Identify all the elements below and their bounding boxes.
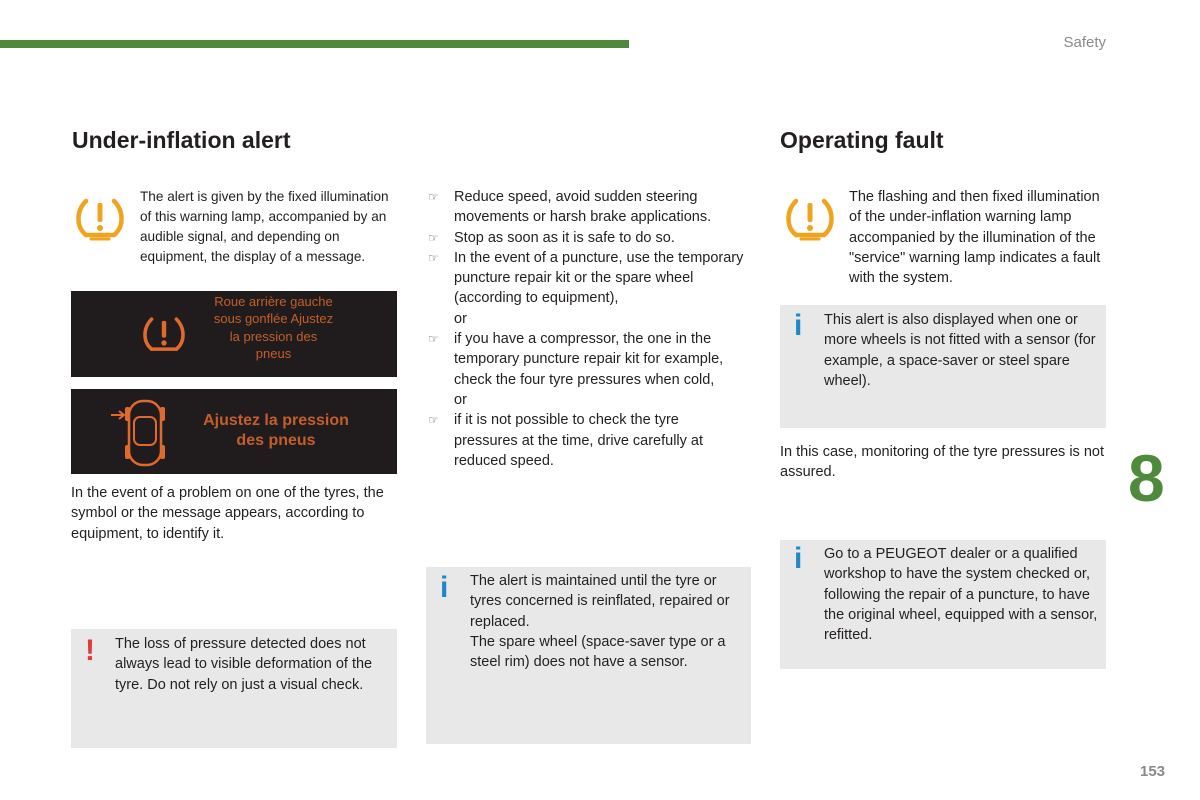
list-item: ☞ In the event of a puncture, use the temporary puncture repair kit or the spare wheel (according to equipment), [428, 249, 744, 307]
operating-fault-title: Operating fault [780, 127, 944, 153]
list-item: ☞ if you have a compressor, the one in the temporary puncture repair kit for example, check the four tyre pressures when cold, [428, 331, 724, 388]
exclamation-icon: ! [85, 634, 95, 667]
chapter-number: 8 [1128, 441, 1165, 515]
page-number: 153 [1140, 763, 1166, 780]
info-icon: i [794, 542, 803, 575]
info-box-sensor [780, 305, 1106, 428]
info-icon: i [794, 309, 803, 342]
instruction-list [426, 187, 746, 471]
warning-box [71, 629, 397, 748]
pointing-hand-icon: ☞ [428, 230, 439, 245]
info-icon: i [440, 571, 449, 604]
warning-text: The loss of pressure detected does not always lead to visible deformation of the tyre. Do not rely on just a visual check. [115, 636, 373, 693]
dealer-info-text: Go to a PEUGEOT dealer or a qualified workshop to have the system checked or, following the repair of a puncture, to have the original wheel, equipped with a sensor, refitted. [824, 546, 1098, 644]
tyre-pressure-warning-icon [74, 193, 126, 245]
section-label: Safety [1063, 34, 1106, 51]
tyre-pressure-warning-icon [784, 193, 836, 245]
display-car-text: Ajustez la pression des pneus [203, 412, 349, 449]
case-paragraph: In this case, monitoring of the tyre pressures is not assured. [780, 444, 1104, 481]
list-item: ☞ Reduce speed, avoid sudden steering movements or harsh brake applications. [428, 189, 712, 226]
fault-description: The flashing and then fixed illumination of the under-inflation warning lamp accompanied by the illumination of the "service" warning lamp indicates a fault with the system. [849, 189, 1101, 287]
pointing-hand-icon: ☞ [428, 332, 439, 347]
info-text: The alert is maintained until the tyre or tyres concerned is reinflated, repaired or replaced. The spare wheel (space-saver type or a steel rim) does not have a sensor. [470, 573, 730, 671]
alert-description: The alert is given by the fixed illumination of this warning lamp, accompanied by an audible signal, and depending on equipment, the display of a message. [140, 189, 389, 265]
display-message-text: Roue arrière gauche sous gonflée Ajustez la pression des pneus [213, 294, 334, 361]
sensor-info-text: This alert is also displayed when one or more wheels is not fitted with a sensor (for example, a space-saver or steel spare wheel). [824, 312, 1096, 389]
dashboard-display-car [71, 389, 397, 474]
car-top-view-icon [109, 393, 167, 471]
info-box-maintained [426, 567, 751, 744]
info-box-dealer [780, 540, 1106, 669]
or-separator: or [454, 310, 467, 327]
header-accent-bar [0, 40, 629, 48]
under-inflation-title: Under-inflation alert [72, 127, 291, 153]
list-item: ☞ if it is not possible to check the tyre pressures at the time, drive carefully at reduced speed. [428, 412, 704, 469]
or-separator: or [454, 391, 467, 408]
dashboard-display-message [71, 291, 397, 377]
event-paragraph: In the event of a problem on one of the tyres, the symbol or the message appears, according to equipment, to identify it. [71, 485, 384, 542]
pointing-hand-icon: ☞ [428, 413, 439, 428]
pointing-hand-icon: ☞ [428, 190, 439, 204]
list-item: ☞ Stop as soon as it is safe to do so. [426, 228, 746, 248]
pointing-hand-icon: ☞ [428, 250, 439, 265]
tyre-warning-display-icon [141, 312, 187, 358]
